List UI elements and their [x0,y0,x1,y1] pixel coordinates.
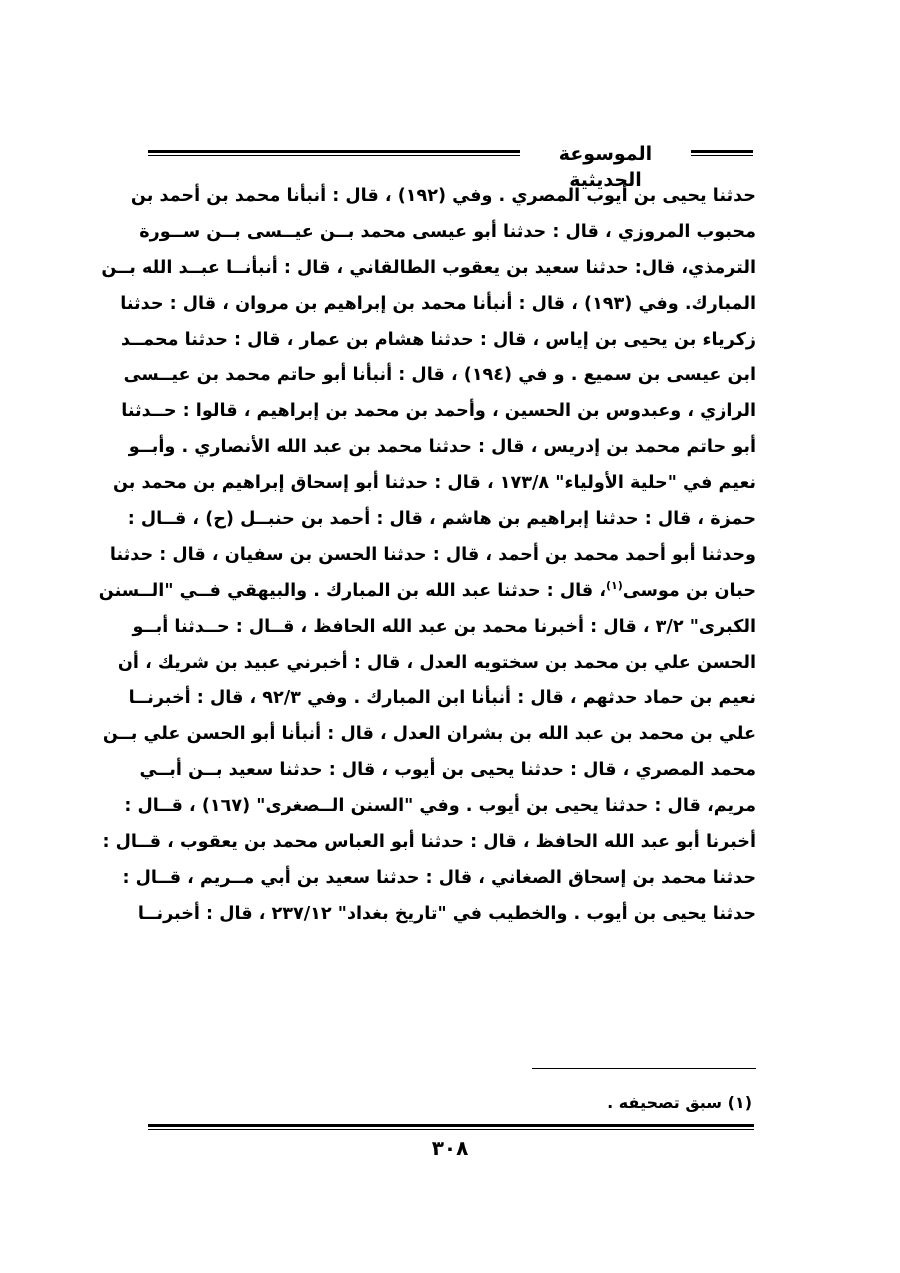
text-line: زكرياء بن يحيى بن إياس ، قال : حدثنا هشام بن عمار ، قال : حدثنا محمــد [120,329,756,350]
footnote-marker[interactable]: (١) [606,578,623,592]
footer-rule-thick [148,1124,754,1127]
text-line: ابن عيسى بن سميع . و في (١٩٤) ، قال : أنبأنا أبو حاتم محمد بن عيــسى [123,365,756,386]
page-number: ٣٠٨ [431,1136,469,1160]
line-text-after-marker: ، قال : حدثنا عبد الله بن المبارك . والبيهقي فــي "الــسنن [98,580,607,601]
text-line: نعيم بن حماد حدثهم ، قال : أنبأنا ابن المبارك . وفي ٩٢/٣ ، قال : أخبرنــا [128,688,756,709]
text-line: نعيم في "حلية الأولياء" ١٧٣/٨ ، قال : حدثنا أبو إسحاق إبراهيم بن محمد بن [112,473,756,494]
text-line: أخبرنا أبو عبد الله الحافظ ، قال : حدثنا أبو العباس محمد بن يعقوب ، قــال : [102,832,756,853]
footer-rule [148,1124,754,1130]
text-line: حمزة ، قال : حدثنا إبراهيم بن هاشم ، قال : أحمد بن حنبــل (ح) ، قــال : [127,509,756,530]
text-line: حدثنا محمد بن إسحاق الصغاني ، قال : حدثنا سعيد بن أبي مــريم ، قــال : [122,867,756,888]
footnote-separator [532,1068,756,1069]
page-header [148,141,753,191]
text-line: علي بن محمد بن عبد الله بن بشران العدل ، قال : أنبأنا أبو الحسن علي بــن [102,724,756,745]
line-text-before-marker: حبان بن موسى [622,580,756,601]
footnote: (١) سبق تصحيفه . [607,1093,752,1112]
text-line: مريم، قال : حدثنا يحيى بن أيوب . وفي "السنن الــصغرى" (١٦٧) ، قــال : [124,796,756,817]
text-line: الترمذي، قال: حدثنا سعيد بن يعقوب الطالقاني ، قال : أنبأنــا عبــد الله بــن [101,257,756,278]
text-line: الرازي ، وعبدوس بن الحسين ، وأحمد بن محمد بن إبراهيم ، قالوا : حــدثنا [121,401,756,422]
footer-rule-thin [148,1129,754,1130]
text-line: الكبرى" ٣/٢ ، قال : أخبرنا محمد بن عبد الله الحافظ ، قــال : حــدثنا أبــو [132,616,756,637]
header-title: الموسوعة الحديثية [558,143,653,191]
text-line: حدثنا يحيى بن أيوب . والخطيب في "تاريخ بغداد" ٢٣٧/١٢ ، قال : أخبرنــا [137,903,756,924]
body-text [98,179,756,933]
header-rule-short [691,150,753,156]
text-line-with-footnote [98,574,756,610]
text-line: أبو حاتم محمد بن إدريس ، قال : حدثنا محمد بن عبد الله الأنصاري . وأبــو [128,437,756,458]
text-line: وحدثنا أبو أحمد محمد بن أحمد ، قال : حدثنا الحسن بن سفيان ، قال : حدثنا [109,544,756,565]
text-line: محبوب المروزي ، قال : حدثنا أبو عيسى محمد بــن عيــسى بــن ســورة [139,221,756,242]
text-line: الحسن علي بن محمد بن سختويه العدل ، قال : أخبرني عبيد بن شريك ، أن [117,652,756,673]
header-rule-long [148,150,520,156]
text-line: حدثنا يحيى بن أيوب المصري . وفي (١٩٢) ، قال : أنبأنا محمد بن أحمد بن [130,186,756,206]
text-line: محمد المصري ، قال : حدثنا يحيى بن أيوب ، قال : حدثنا سعيد بــن أبــي [139,760,756,781]
text-line: المبارك. وفي (١٩٣) ، قال : أنبأنا محمد بن إبراهيم بن مروان ، قال : حدثنا [120,293,756,314]
